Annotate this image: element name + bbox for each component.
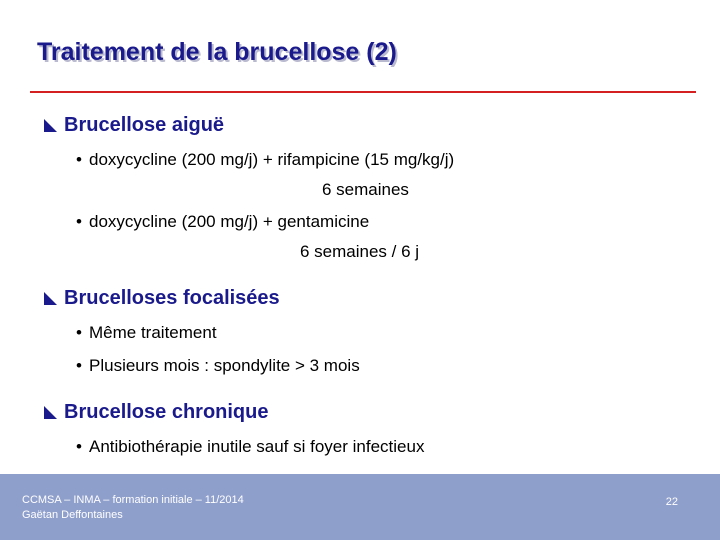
list-item-text: doxycycline (200 mg/j) + gentamicine — [89, 212, 370, 231]
bullet-glyph: • — [76, 150, 82, 169]
list-item-text: doxycycline (200 mg/j) + rifampicine (15 mg/kg/j) — [89, 150, 455, 169]
section-heading-label: Brucelloses focalisées — [64, 287, 280, 309]
section-heading-label: Brucellose chronique — [64, 401, 269, 423]
footer-line-1: CCMSA – INMA – formation initiale – 11/2014 — [22, 494, 244, 506]
list-item — [76, 150, 454, 170]
list-item-continuation: 6 semaines / 6 j — [300, 242, 420, 261]
section-heading-acute — [44, 114, 224, 137]
footer-line-2: Gaëtan Deffontaines — [22, 509, 123, 521]
section-heading-focal — [44, 287, 280, 310]
list-item — [76, 212, 369, 232]
list-item — [76, 437, 424, 457]
section-heading-chronic — [44, 401, 269, 424]
bullet-glyph: • — [76, 437, 82, 456]
slide-footer — [0, 474, 720, 540]
list-item — [76, 356, 360, 376]
bullet-glyph: • — [76, 212, 82, 231]
slide-title: Traitement de la brucellose (2) — [37, 38, 397, 66]
bullet-glyph: • — [76, 356, 82, 375]
triangle-bullet-icon — [44, 406, 57, 419]
list-item-text: Plusieurs mois : spondylite > 3 mois — [89, 356, 360, 375]
list-item-continuation: 6 semaines — [322, 180, 409, 199]
list-item-text: Même traitement — [89, 323, 217, 342]
section-heading-label: Brucellose aiguë — [64, 114, 225, 136]
page-number: 22 — [665, 496, 678, 508]
list-item — [76, 323, 217, 343]
triangle-bullet-icon — [44, 292, 57, 305]
list-item-text: Antibiothérapie inutile sauf si foyer infectieux — [89, 437, 425, 456]
title-divider — [30, 91, 696, 93]
footer-credits — [22, 493, 244, 523]
bullet-glyph: • — [76, 323, 82, 342]
triangle-bullet-icon — [44, 119, 57, 132]
